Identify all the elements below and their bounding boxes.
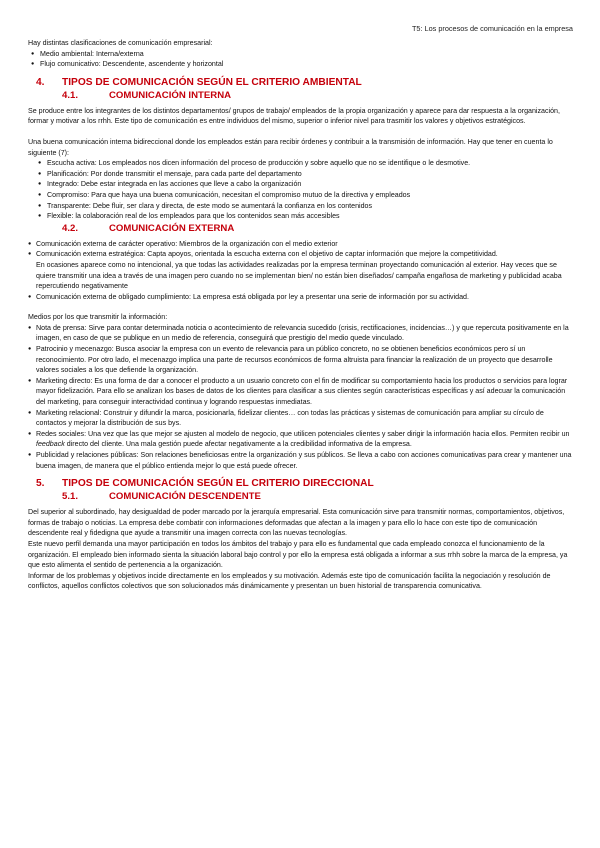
intro-list: [28, 49, 572, 70]
intro-item-flujo: ● Flujo comunicativo: Descendente, ascendente y horizontal: [28, 59, 572, 70]
internal-item-escucha: ● Escucha activa: Los empleados nos dicen información del proceso de producción y sobre aquello que no se identifique o le desmotive.: [28, 158, 572, 169]
intro-item-medio: ● Medio ambiental: Interna/externa: [28, 49, 572, 60]
intro-text: Hay distintas clasificaciones de comunicación empresarial:: [28, 39, 213, 47]
external-list: [28, 239, 572, 303]
descending-paragraph-1: Del superior al subordinado, hay desigualdad de poder marcado por la jerarquía empresarial. Esta comunicación sirve para transmitir normas, comportamientos, objetivos, formas de trabajo o noticias. La empresa debe combatir con informaciones deformadas que afectan a la imagen y para ello lo hace con este tipo de comunicación descendente real y fidedigna que ayude a transmitir una imagen correcta con las nuevas tecnologías.: [28, 508, 565, 538]
section-5-1-heading: 5.1. COMUNICACIÓN DESCENDENTE: [62, 491, 261, 503]
descending-paragraph-2: Este nuevo perfil demanda una mayor participación en todos los ámbitos del trabajo y para ello es fundamental que cada empleado conozca el funcionamiento de la organización. El empleado bien informado sienta la situación laboral bajo control y por ello la empresa está obligada a informar a sus rrhh sobre la marca de la empresa, ya que esto alimenta el sentido de pertenencia a la organización.: [28, 539, 568, 570]
section-4-2-title: COMUNICACIÓN EXTERNA: [109, 222, 235, 234]
external-item-operativo: ● Comunicación externa de carácter operativo: Miembros de la organización con el medio exterior: [28, 239, 572, 250]
media-item-marketing-relacional: ● Marketing relacional: Construir y difundir la marca, posicionarla, fidelizar clientes… con todas las prácticas y sistemas de comunicación para ampliar su círculo de contactos y mejorar la distribución de sus bys.: [28, 408, 572, 429]
media-list: [28, 323, 572, 471]
internal-item-compromiso: ● Compromiso: Para que haya una buena comunicación, necesitan el compromiso mutuo de la directiva y empleados: [28, 190, 572, 201]
internal-item-flexible: ● Flexible: la colaboración real de los empleados para que los contenidos sean más accesibles: [28, 211, 572, 222]
external-item-obligado: ● Comunicación externa de obligado cumplimiento: La empresa está obligada por ley a presentar una serie de información por su actividad.: [28, 292, 572, 303]
section-4-1-title: COMUNICACIÓN INTERNA: [109, 89, 232, 101]
internal-item-integrado: ● Integrado: Debe estar integrada en las acciones que lleve a cabo la organización: [28, 179, 572, 190]
external-item-estrategica: ● Comunicación externa estratégica: Capta apoyos, orientada la escucha externa con el objetivo de captar información que mejore la competitividad. En ocasiones aparece como no intencional, ya que todas las actividades realizadas por la empresa terminan proyectando comunicación al exterior. Hay veces que se quiere transmitir una idea a través de una imagen pero cuando no se implementan bien/ no están bien diseñados/ campaña engañosa de marketing y publicidad acaba repercutiendo negativamente: [28, 249, 572, 291]
running-header: T5: Los procesos de comunicación en la empresa: [411, 24, 573, 33]
internal-list: [28, 158, 572, 222]
internal-paragraph-2: Una buena comunicación interna bidireccional donde los empleados están para recibir órdenes y contribuir a la transmisión de información. Hay que tener en cuenta lo siguiente (7):: [28, 137, 553, 157]
internal-paragraph-1: Se produce entre los integrantes de los distintos departamentos/ grupos de trabajo/ empleados de la propia organización y aparece para dar respuesta a la organización, formar y motivar a los rrhh. Este tipo de comunicación es entre individuos del mismo, superior o inferior nivel para trasmitir los valores y objetivos estratégicos.: [28, 106, 560, 126]
section-5-1-title: COMUNICACIÓN DESCENDENTE: [109, 491, 261, 503]
section-4-2-heading: 4.2. COMUNICACIÓN EXTERNA: [62, 222, 235, 234]
external-item-estrategica-note: En ocasiones aparece como no intencional, ya que todas las actividades realizadas por la empresa terminan proyectando comunicación al exterior. Hay veces que se quiere transmitir una idea a través de una imagen pero cuando no se implementan bien/ no están bien diseñados/ campaña engañosa de marketing y publicidad acaba repercutiendo negativamente: [36, 260, 562, 291]
media-item-publicidad: ● Publicidad y relaciones públicas: Son relaciones beneficiosas entre la organización y sus públicos. Se lleva a cabo con acciones comunicativas para crear y mantener una buena imagen, de manera que el público entienda mejor lo que está puede ofrecer.: [28, 450, 572, 471]
media-intro: Medios por los que transmitir la información:: [28, 313, 168, 322]
media-item-marketing-directo: ● Marketing directo: Es una forma de dar a conocer el producto a un usuario concreto con el fin de modificar su comportamiento hacia los productos o servicios para lograr mayor fidelización. Para ello se analizan los bases de datos de los clientes para clasificar a sus clientes según características específicas y así adecuar la comunicación del marketing, para conseguir interactividad continua y logrando respuestas inmediatas.: [28, 376, 572, 408]
section-5-title: TIPOS DE COMUNICACIÓN SEGÚN EL CRITERIO DIRECCIONAL: [62, 478, 374, 490]
section-4-title: TIPOS DE COMUNICACIÓN SEGÚN EL CRITERIO AMBIENTAL: [62, 76, 362, 88]
media-item-patrocinio: ● Patrocinio y mecenazgo: Busca asociar la empresa con un evento de relevancia para un público concreto, no se obtienen beneficios económicos pero sí un reconocimiento. Por otro lado, el mecenazgo implica una parte de recursos económicos de forma altruista para financiar la realización de un proyecto que desarrolle valores sociales a los que defiende la organización.: [28, 344, 572, 376]
internal-item-transparente: ● Transparente: Debe fluir, ser clara y directa, de este modo se aumentará la confianza en los contenidos: [28, 201, 572, 212]
media-item-nota-prensa: ● Nota de prensa: Sirve para contar determinada noticia o acontecimiento de relevancia sucedido (crisis, rectificaciones, incidencias…) y que repercuta positivamente en la imagen, en caso de que se publique en un medio de referencia, conseguirá que prestigio del medio quede vinculado.: [28, 323, 572, 344]
descending-paragraph-3: Informar de los problemas y objetivos incide directamente en los empleados y su motivación. Además este tipo de comunicación facilita la negociación y resolución de conflictos, aquellos conflictos colectivos que son solucionados más dinámicamente y presentan un buen historial de transparencia comunicativa.: [28, 571, 551, 591]
section-5-heading: 5. TIPOS DE COMUNICACIÓN SEGÚN EL CRITERIO DIRECCIONAL: [36, 478, 374, 490]
media-item-redes-sociales: ● Redes sociales: Una vez que las que mejor se ajusten al modelo de negocio, que utilicen potenciales clientes y saber dirigir la información hacia ellos. Permiten recibir un feedback directo del cliente. Una mala gestión puede afectar negativamente a la credibilidad informativa de la empresa.: [28, 429, 572, 450]
internal-item-planificacion: ● Planificación: Por donde transmitir el mensaje, para cada parte del departamento: [28, 169, 572, 180]
section-4-heading: 4. TIPOS DE COMUNICACIÓN SEGÚN EL CRITERIO AMBIENTAL: [36, 76, 362, 88]
section-4-1-heading: 4.1. COMUNICACIÓN INTERNA: [62, 89, 232, 101]
